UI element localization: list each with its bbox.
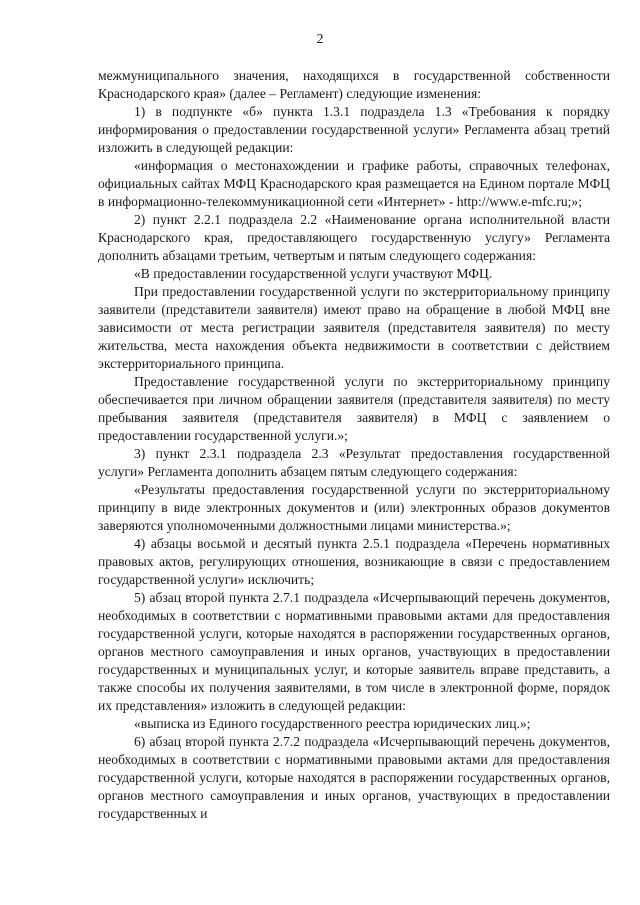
paragraph-extraterritorial-right: При предоставлении государственной услуги по экстерриториальному принципу заявители (представители заявителя) имеют право на обращение в любой МФЦ вне зависимости от места регистрации заявителя (представителя заявителя) по месту жительства, места нахождения объекта недвижимости в соответствии с действием экстерриториального принципа. <box>98 284 610 371</box>
paragraph-amendment-3: 3) пункт 2.3.1 подраздела 2.3 «Результат предоставления государственной услуги» Регламента дополнить абзацем пятым следующего содержания: <box>98 446 610 479</box>
paragraph-quote-egrul: «выписка из Единого государственного реестра юридических лиц.»; <box>134 716 531 731</box>
paragraph-quote-results: «Результаты предоставления государственной услуги по экстерриториальному принципу в виде электронных документов и (или) электронных образов документов заверяются уполномоченными должностными лицами министерства.»; <box>98 482 610 533</box>
page-number: 2 <box>316 32 324 47</box>
paragraph-amendment-4: 4) абзацы восьмой и десятый пункта 2.5.1 подраздела «Перечень нормативных правовых актов, регулирующих отношения, возникающие в связи с предоставлением государственной услуги» исключить; <box>98 536 610 587</box>
paragraph-quote-mfc-info: «информация о местонахождении и графике работы, справочных телефонах, официальных сайтах МФЦ Краснодарского края размещается на Едином портале МФЦ в информационно-телекоммуникационной сети «Интернет» - http://www.e-mfc.ru;»; <box>98 158 610 209</box>
paragraph-amendment-2: 2) пункт 2.2.1 подраздела 2.2 «Наименование органа исполнительной власти Краснодарского края, предоставляющего государственную услугу» Регламента дополнить абзацами третьим, четвертым и пятым следующего содержания: <box>98 212 610 263</box>
paragraph-amendment-6: 6) абзац второй пункта 2.7.2 подраздела «Исчерпывающий перечень документов, необходимых в соответствии с нормативными правовыми актами для предоставления государственной услуги, которые находятся в распоряжении государственных органов, органов местного самоуправления и иных органов, участвующих в предоставлении государственных и <box>98 734 610 821</box>
paragraph-amendment-1: 1) в подпункте «б» пункта 1.3.1 подраздела 1.3 «Требования к порядку информирования о предоставлении государственной услуги» Регламента абзац третий изложить в следующей редакции: <box>98 104 610 155</box>
paragraph-extraterritorial-provision: Предоставление государственной услуги по экстерриториальному принципу обеспечивается при личном обращении заявителя (представителя заявителя) по месту пребывания заявителя (представителя заявителя) в МФЦ с заявлением о предоставлении государственной услуги.»; <box>98 374 610 443</box>
paragraph-quote-mfc-participation: «В предоставлении государственной услуги участвуют МФЦ. <box>134 266 493 281</box>
document-body <box>98 67 610 823</box>
paragraph-amendment-5: 5) абзац второй пункта 2.7.1 подраздела «Исчерпывающий перечень документов, необходимых в соответствии с нормативными правовыми актами для предоставления государственной услуги, которые находятся в распоряжении государственных органов, органов местного самоуправления и иных органов, участвующих в предоставлении государственных и муниципальных услуг, и которые заявитель вправе представить, а также способы их получения заявителями, в том числе в электронной форме, порядок их представления» изложить в следующей редакции: <box>98 590 610 713</box>
paragraph-intro: межмуниципального значения, находящихся в государственной собственности Краснодарского края» (далее – Регламент) следующие изменения: <box>98 68 610 101</box>
